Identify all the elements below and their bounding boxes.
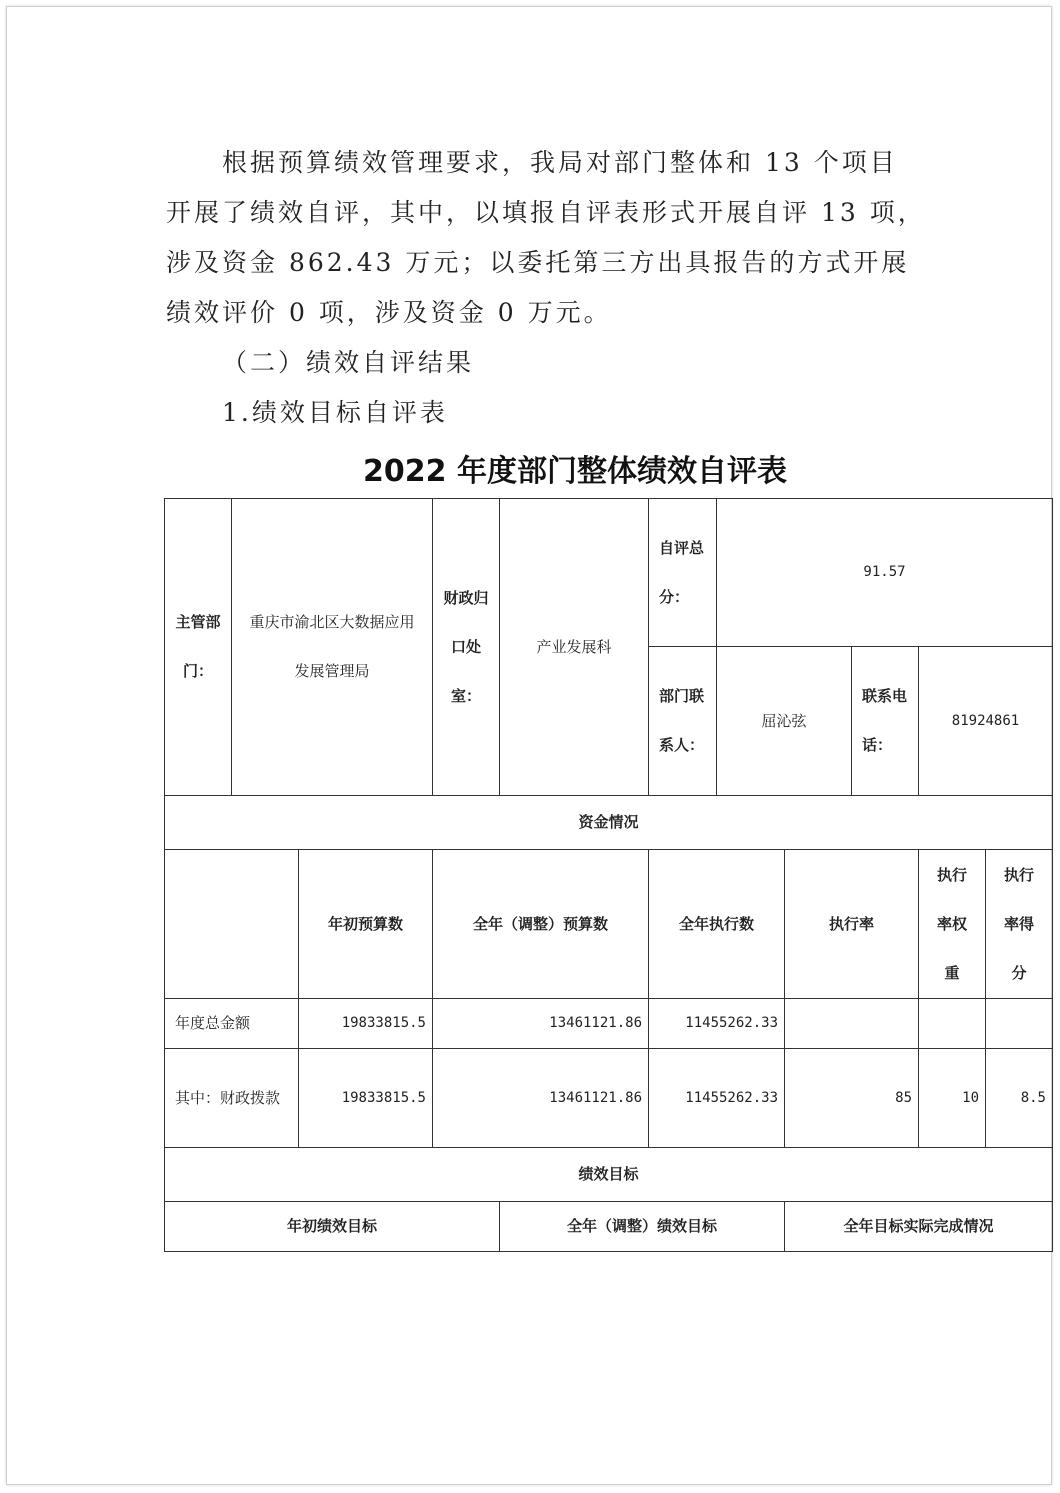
header-rate-weight: 执行率权重 <box>919 850 986 999</box>
paragraph-line: 涉及资金 862.43 万元；以委托第三方出具报告的方式开展 <box>166 248 910 277</box>
row-label: 年度总金额 <box>165 999 299 1049</box>
performance-table <box>164 498 1053 1252</box>
intro-paragraph <box>166 138 926 338</box>
cell-score: 8.5 <box>986 1049 1053 1148</box>
cell-weight <box>919 999 986 1049</box>
table-row <box>165 1202 1053 1252</box>
table-row <box>165 796 1053 850</box>
finance-label: 财政归口处室： <box>433 499 500 796</box>
cell-initial: 19833815.5 <box>299 1049 433 1148</box>
table-row <box>165 999 1053 1049</box>
phone-label: 联系电话： <box>852 647 919 796</box>
table-row <box>165 850 1053 999</box>
table-row <box>165 499 1053 647</box>
header-actual-completion: 全年目标实际完成情况 <box>785 1202 1053 1252</box>
paragraph-line: 根据预算绩效管理要求，我局对部门整体和 13 个项目 <box>222 148 898 177</box>
section-heading: （二）绩效自评结果 <box>222 348 475 377</box>
cell-executed: 11455262.33 <box>649 1049 785 1148</box>
cell-rate <box>785 999 919 1049</box>
phone-value: 81924861 <box>919 647 1053 796</box>
paragraph-line: 开展了绩效自评，其中，以填报自评表形式开展自评 13 项， <box>166 198 926 227</box>
header-adjusted-budget: 全年（调整）预算数 <box>433 850 649 999</box>
table-title: 2022 年度部门整体绩效自评表 <box>363 454 787 489</box>
cell-score <box>986 999 1053 1049</box>
score-label: 自评总分： <box>649 499 717 647</box>
table-row <box>165 1148 1053 1202</box>
dept-value: 重庆市渝北区大数据应用发展管理局 <box>232 499 433 796</box>
cell-adjusted: 13461121.86 <box>433 1049 649 1148</box>
funds-header-empty <box>165 850 299 999</box>
paragraph-line: 绩效评价 0 项，涉及资金 0 万元。 <box>166 298 612 327</box>
header-adjusted-goal: 全年（调整）绩效目标 <box>500 1202 785 1252</box>
cell-weight: 10 <box>919 1049 986 1148</box>
contact-value: 屈沁弦 <box>717 647 852 796</box>
header-exec-rate: 执行率 <box>785 850 919 999</box>
dept-label: 主管部门： <box>165 499 232 796</box>
header-rate-score: 执行率得分 <box>986 850 1053 999</box>
goals-section-title: 绩效目标 <box>165 1148 1053 1202</box>
contact-label: 部门联系人： <box>649 647 717 796</box>
cell-rate: 85 <box>785 1049 919 1148</box>
row-label: 其中：财政拨款 <box>165 1049 299 1148</box>
funds-section-title: 资金情况 <box>165 796 1053 850</box>
table-row <box>165 1049 1053 1148</box>
finance-value: 产业发展科 <box>500 499 649 796</box>
score-value: 91.57 <box>717 499 1053 647</box>
sub-heading: 1.绩效目标自评表 <box>222 398 448 427</box>
cell-executed: 11455262.33 <box>649 999 785 1049</box>
cell-initial: 19833815.5 <box>299 999 433 1049</box>
header-initial-goal: 年初绩效目标 <box>165 1202 500 1252</box>
header-initial-budget: 年初预算数 <box>299 850 433 999</box>
header-executed: 全年执行数 <box>649 850 785 999</box>
cell-adjusted: 13461121.86 <box>433 999 649 1049</box>
